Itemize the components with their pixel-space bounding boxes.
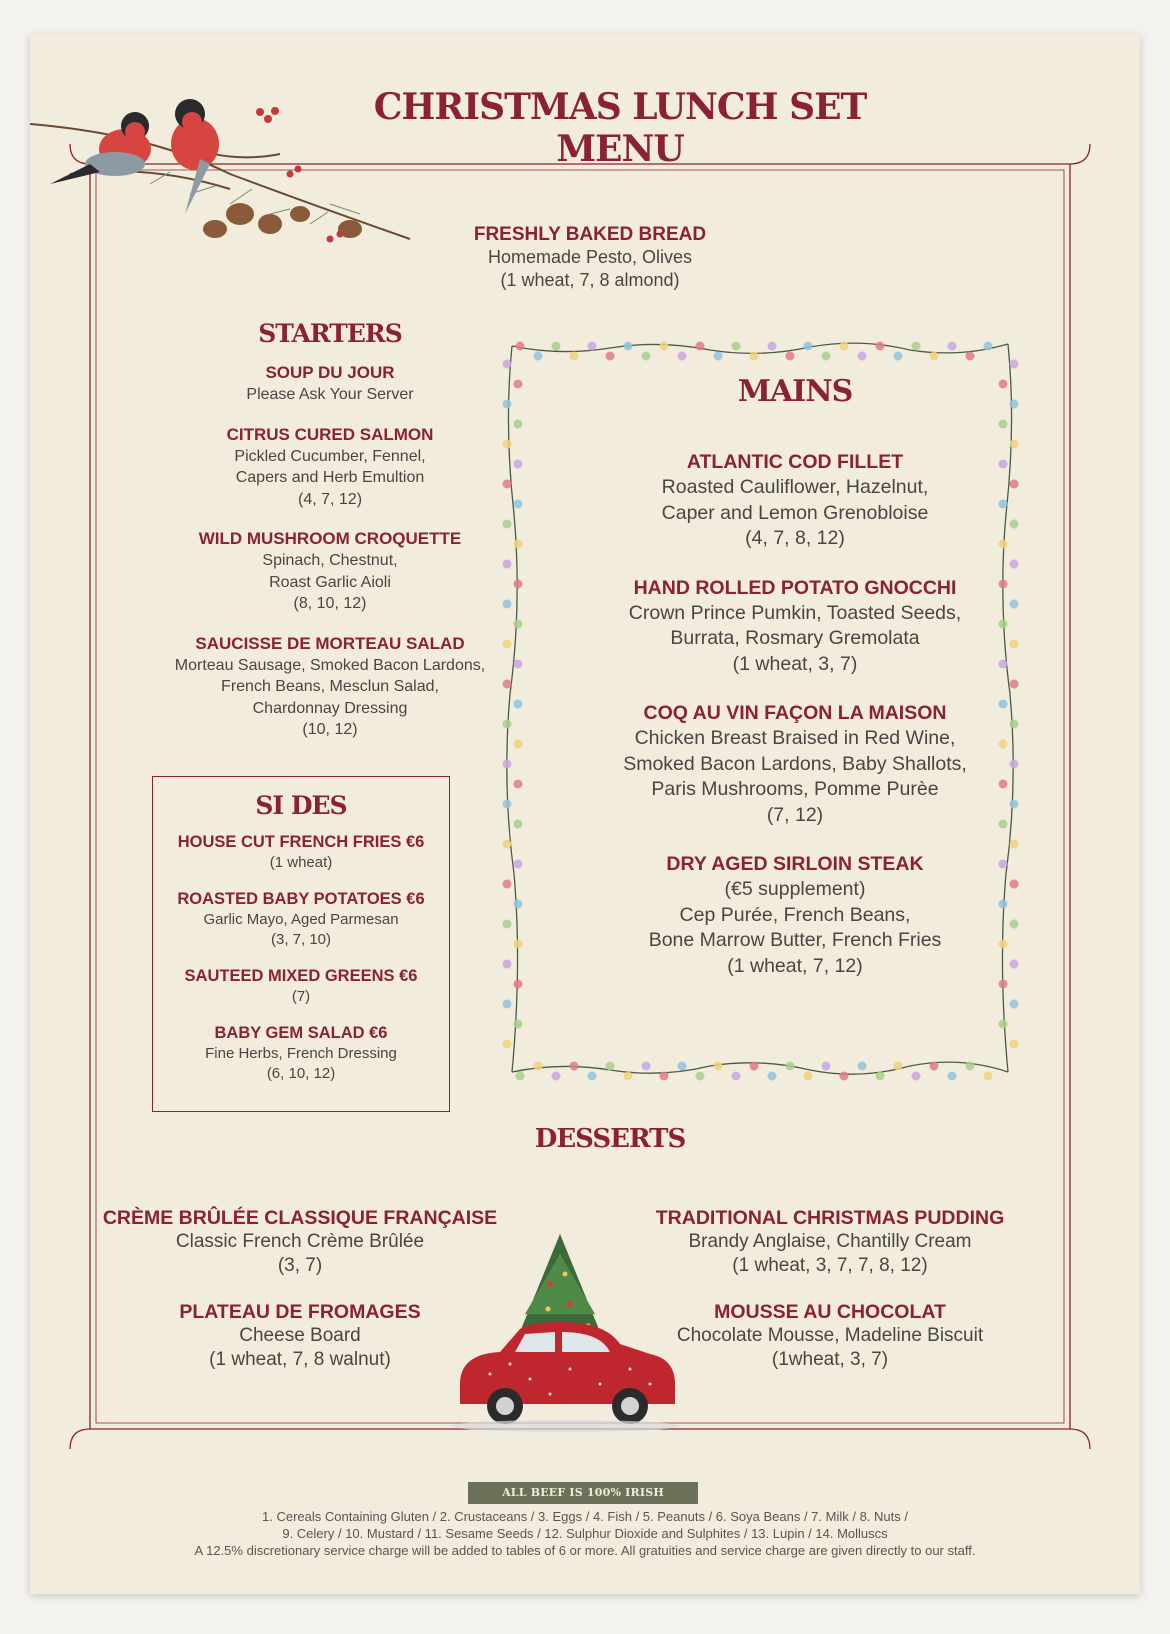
light-bulb — [588, 1072, 597, 1081]
item-desc: Spinach, Chestnut, — [262, 552, 398, 569]
light-bulb — [966, 352, 975, 361]
light-bulb — [503, 800, 512, 809]
light-bulb — [786, 1062, 795, 1071]
item-desc: Brandy Anglaise, Chantilly Cream — [688, 1231, 972, 1252]
light-bulb — [804, 1072, 813, 1081]
light-bulb — [1010, 1040, 1019, 1049]
item-desc: Capers and Herb Emultion — [235, 469, 425, 486]
light-bulb — [514, 980, 523, 989]
menu-item — [153, 832, 449, 873]
light-bulb — [503, 360, 512, 369]
light-bulb — [503, 880, 512, 889]
light-bulb — [624, 1072, 633, 1081]
item-allergens: (1 wheat, 3, 7) — [732, 652, 858, 675]
light-bulb — [822, 1062, 831, 1071]
light-bulb — [786, 352, 795, 361]
light-bulb — [912, 342, 921, 351]
light-bulb — [516, 342, 525, 351]
light-bulb — [840, 1072, 849, 1081]
item-desc: Chardonnay Dressing — [252, 699, 408, 717]
item-desc: Caper and Lemon Grenobloise — [661, 501, 929, 524]
light-bulb — [516, 1072, 525, 1081]
menu-item — [560, 575, 1030, 678]
bread-item — [360, 224, 820, 292]
light-bulb — [858, 352, 867, 361]
item-allergens: (1 wheat, 3, 7, 7, 8, 12) — [732, 1255, 928, 1276]
light-bulb — [503, 600, 512, 609]
mains-section — [560, 374, 1030, 1002]
light-bulb — [570, 352, 579, 361]
light-bulb — [714, 352, 723, 361]
light-bulb — [514, 700, 523, 709]
light-bulb — [503, 520, 512, 529]
item-name: SAUCISSE DE MORTEAU SALAD — [195, 633, 465, 653]
light-bulb — [514, 540, 523, 549]
item-allergens: (7) — [291, 988, 311, 1005]
item-name: CITRUS CURED SALMON — [226, 424, 434, 444]
light-bulb — [606, 1062, 615, 1071]
light-bulb — [822, 352, 831, 361]
light-bulb — [750, 1062, 759, 1071]
item-allergens: (3, 7, 10) — [270, 931, 332, 948]
service-charge-note: A 12.5% discretionary service charge will be added to tables of 6 or more. All gratuities and service charge are given directly to our staff. — [194, 1543, 976, 1558]
item-desc: Burrata, Rosmary Gremolata — [670, 627, 920, 649]
menu-item — [153, 1023, 449, 1084]
menu-item — [130, 528, 530, 615]
allergen-list-line: 1. Cereals Containing Gluten / 2. Crustaceans / 3. Eggs / 4. Fish / 5. Peanuts / 6. Soya Beans / 7. Milk / 8. Nuts / — [262, 1509, 908, 1524]
item-allergens: (1 wheat) — [269, 854, 333, 871]
light-bulb — [514, 660, 523, 669]
item-desc: Paris Mushrooms, Pomme Purèe — [651, 778, 939, 800]
light-bulb — [714, 1062, 723, 1071]
item-desc: Pickled Cucumber, Fennel, — [234, 447, 426, 465]
light-bulb — [514, 860, 523, 869]
light-bulb — [948, 342, 957, 351]
light-bulb — [503, 480, 512, 489]
light-bulb — [624, 342, 633, 351]
light-bulb — [503, 640, 512, 649]
light-bulb — [999, 1020, 1008, 1029]
light-bulb — [732, 1072, 741, 1081]
menu-item — [630, 1300, 1030, 1372]
light-bulb — [514, 820, 523, 829]
light-bulb — [514, 900, 523, 909]
light-bulb — [514, 580, 523, 589]
light-bulb — [696, 1072, 705, 1081]
item-desc: Roast Garlic Aioli — [269, 573, 391, 591]
light-bulb — [966, 1062, 975, 1071]
light-bulb — [514, 460, 523, 469]
item-desc: Homemade Pesto, Olives — [487, 247, 693, 267]
menu-item — [560, 449, 1030, 552]
light-bulb — [804, 342, 813, 351]
menu-item — [153, 966, 449, 1007]
item-name: ROASTED BABY POTATOES €6 — [177, 890, 425, 908]
item-name: BABY GEM SALAD €6 — [214, 1024, 388, 1042]
allergen-footer — [90, 1508, 1080, 1559]
item-name: PLATEAU DE FROMAGES — [179, 1301, 421, 1323]
light-bulb — [503, 920, 512, 929]
item-desc: Chicken Breast Braised in Red Wine, — [634, 727, 956, 749]
item-allergens: (4, 7, 12) — [297, 490, 363, 508]
light-bulb — [503, 840, 512, 849]
desserts-right-column — [630, 1206, 1030, 1394]
item-name: WILD MUSHROOM CROQUETTE — [198, 529, 462, 548]
menu-item — [560, 700, 1030, 828]
item-desc: Cep Purée, French Beans, — [679, 903, 911, 926]
item-desc: Roasted Cauliflower, Hazelnut, — [661, 476, 929, 498]
light-bulb — [503, 680, 512, 689]
item-name: HOUSE CUT FRENCH FRIES €6 — [177, 833, 425, 851]
menu-item — [630, 1206, 1030, 1278]
menu-item — [130, 424, 530, 511]
light-bulb — [768, 342, 777, 351]
sides-section — [152, 776, 450, 1112]
light-bulb — [503, 960, 512, 969]
item-name: MOUSSE AU CHOCOLAT — [714, 1301, 946, 1323]
light-bulb — [503, 400, 512, 409]
light-bulb — [503, 440, 512, 449]
light-bulb — [984, 342, 993, 351]
starters-section — [130, 319, 530, 759]
item-desc: Please Ask Your Server — [246, 386, 414, 403]
light-bulb — [606, 352, 615, 361]
light-bulb — [514, 620, 523, 629]
light-bulb — [894, 352, 903, 361]
item-desc: Morteau Sausage, Smoked Bacon Lardons, — [174, 656, 486, 674]
mains-heading: MAINS — [737, 374, 853, 409]
light-bulb — [514, 420, 523, 429]
light-bulb — [534, 1062, 543, 1071]
light-bulb — [552, 1072, 561, 1081]
light-bulb — [514, 780, 523, 789]
sides-heading: SI DES — [255, 791, 347, 820]
light-bulb — [660, 1072, 669, 1081]
light-bulb — [678, 352, 687, 361]
menu-title: CHRISTMAS LUNCH SET MENU — [373, 86, 867, 170]
allergen-list-line: 9. Celery / 10. Mustard / 11. Sesame Seeds / 12. Sulphur Dioxide and Sulphites / 13. Lupin / 14. Molluscs — [282, 1526, 888, 1541]
light-bulb — [930, 1062, 939, 1071]
light-bulb — [678, 1062, 687, 1071]
item-desc: Crown Prince Pumkin, Toasted Seeds, — [628, 601, 962, 624]
light-bulb — [768, 1072, 777, 1081]
item-allergens: (7, 12) — [766, 803, 824, 826]
light-bulb — [930, 352, 939, 361]
item-name: CRÈME BRÛLÉE CLASSIQUE FRANÇAISE — [102, 1207, 498, 1229]
item-desc: Chocolate Mousse, Madeline Biscuit — [676, 1325, 984, 1346]
item-desc: Classic French Crème Brûlée — [175, 1231, 425, 1252]
light-bulb — [570, 1062, 579, 1071]
item-desc: Bone Marrow Butter, French Fries — [648, 929, 942, 951]
item-desc: (1 wheat, 7, 8 almond) — [500, 270, 680, 290]
item-name: FRESHLY BAKED BREAD — [473, 224, 707, 245]
light-bulb — [514, 740, 523, 749]
item-desc: Fine Herbs, French Dressing — [205, 1045, 397, 1062]
item-desc: Cheese Board — [239, 1325, 361, 1346]
light-bulb — [858, 1062, 867, 1071]
light-bulb — [660, 342, 669, 351]
menu-item — [130, 362, 530, 406]
light-bulb — [696, 342, 705, 351]
light-bulb — [514, 1020, 523, 1029]
light-bulb — [503, 560, 512, 569]
item-desc: French Beans, Mesclun Salad, — [221, 678, 439, 695]
item-allergens: (1 wheat, 7, 12) — [727, 954, 863, 977]
item-allergens: (6, 10, 12) — [266, 1065, 336, 1082]
light-bulb — [503, 720, 512, 729]
item-name: SAUTEED MIXED GREENS €6 — [184, 967, 418, 985]
light-bulb — [534, 352, 543, 361]
item-name: TRADITIONAL CHRISTMAS PUDDING — [655, 1207, 1005, 1229]
item-allergens: (1wheat, 3, 7) — [771, 1349, 889, 1370]
item-allergens: (4, 7, 8, 12) — [745, 527, 845, 549]
item-name: COQ AU VIN FAÇON LA MAISON — [643, 702, 947, 724]
light-bulb — [984, 1072, 993, 1081]
light-bulb — [732, 342, 741, 351]
item-desc: Smoked Bacon Lardons, Baby Shallots, — [623, 752, 967, 775]
item-name: HAND ROLLED POTATO GNOCCHI — [633, 576, 957, 599]
item-allergens: (3, 7) — [277, 1255, 323, 1276]
item-name: SOUP DU JOUR — [265, 363, 395, 382]
light-bulb — [912, 1072, 921, 1081]
light-bulb — [503, 760, 512, 769]
light-bulb — [876, 1072, 885, 1081]
menu-item — [153, 889, 449, 950]
item-name: DRY AGED SIRLOIN STEAK — [666, 853, 924, 875]
desserts-heading: DESSERTS — [534, 1124, 686, 1154]
menu-item — [560, 851, 1030, 979]
light-bulb — [642, 352, 651, 361]
item-allergens: (1 wheat, 7, 8 walnut) — [209, 1349, 391, 1370]
light-bulb — [642, 1062, 651, 1071]
menu-page — [30, 34, 1140, 1594]
light-bulb — [503, 1040, 512, 1049]
menu-item — [130, 633, 530, 741]
light-bulb — [514, 500, 523, 509]
light-bulb — [514, 380, 523, 389]
starters-heading: STARTERS — [258, 319, 402, 348]
light-bulb — [876, 342, 885, 351]
item-allergens: (8, 10, 12) — [293, 595, 367, 612]
red-car-with-christmas-tree-illustration — [430, 1234, 690, 1434]
light-bulb — [552, 342, 561, 351]
light-bulb — [750, 352, 759, 361]
light-bulb — [948, 1072, 957, 1081]
item-desc: Garlic Mayo, Aged Parmesan — [203, 911, 399, 928]
light-bulb — [840, 342, 849, 351]
light-bulb — [1010, 360, 1019, 369]
item-name: ATLANTIC COD FILLET — [686, 451, 904, 473]
item-allergens: (10, 12) — [302, 721, 358, 738]
light-bulb — [514, 940, 523, 949]
light-bulb — [503, 1000, 512, 1009]
beef-origin-banner: ALL BEEF IS 100% IRISH — [468, 1482, 698, 1504]
light-bulb — [588, 342, 597, 351]
light-bulb — [894, 1062, 903, 1071]
item-supplement: (€5 supplement) — [724, 878, 866, 900]
